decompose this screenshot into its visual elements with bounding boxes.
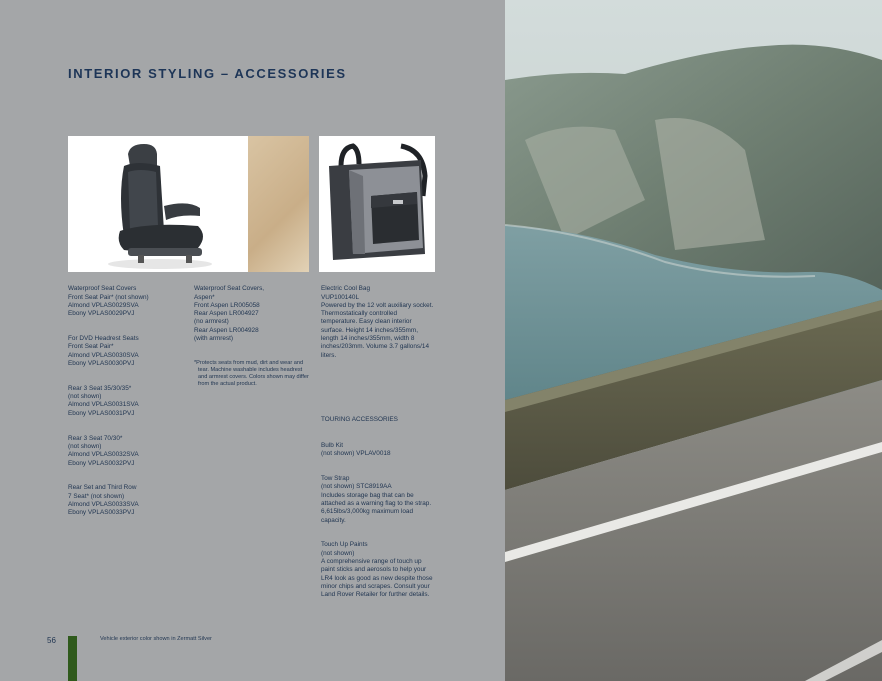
front-seat-pair-text: Waterproof Seat Covers Front Seat Pair* (not shown) Almond VPLAS0029SVA Ebony VPLAS0029PVJ — [68, 285, 149, 318]
cool-bag-text: Electric Cool Bag VUP100140L Powered by the 12 volt auxiliary socket. Thermostatically controlled temperature. Easy clean interior surface. Height 14 inches/355mm, length 14 inches/355mm, width 8 inches/203mm. Volume 3.7 gallons/14 liters. — [321, 285, 434, 359]
tow-strap-text: Tow Strap (not shown) STC8919AA Includes storage bag that can be attached as a warning flag to the strap. 6,615lbs/3,000kg maximum load capacity. — [321, 475, 432, 524]
photo-caption: Vehicle exterior color shown in Zermatt Silver — [100, 636, 212, 642]
cool-bag-photo — [319, 136, 435, 272]
coastal-road-photo — [505, 0, 882, 681]
aspen-leather-swatch — [248, 136, 309, 272]
aspen-covers-column — [194, 277, 309, 405]
rear-third-row-text: Rear Set and Third Row 7 Seat* (not shown) Almond VPLAS0033SVA Ebony VPLAS0033PVJ — [68, 484, 139, 517]
dvd-headrest-text: For DVD Headrest Seats Front Seat Pair* Almond VPLAS0030SVA Ebony VPLAS0030PVJ — [68, 335, 139, 367]
cool-bag-column — [321, 277, 435, 377]
accent-bar — [68, 636, 77, 681]
touring-accessories-heading: TOURING ACCESSORIES — [321, 416, 398, 424]
page-title: INTERIOR STYLING – ACCESSORIES — [68, 66, 347, 81]
seat-cover-footnote: *Protects seats from mud, dirt and wear and tear. Machine washable includes headrest and armrest covers. Colors shown may differ from the actual product. — [194, 359, 309, 387]
aspen-covers-text: Waterproof Seat Covers, Aspen* Front Aspen LR005058 Rear Aspen LR004927 (no armrest) Rear Aspen LR004928 (with armrest) — [194, 285, 265, 343]
seat-cover-photo — [68, 136, 248, 272]
touring-accessories-column — [321, 408, 435, 616]
bulb-kit-text: Bulb Kit (not shown) VPLAV0018 — [321, 441, 391, 458]
page-number: 56 — [47, 636, 56, 645]
touch-up-paints-text: Touch Up Paints (not shown) A comprehensive range of touch up paint sticks and aerosols to help your LR4 look as good as new despite those minor chips and scrapes. Consult your Land Rover Retailer for further details. — [321, 541, 433, 599]
seat-covers-column — [68, 277, 190, 534]
rear-35-30-35-text: Rear 3 Seat 35/30/35* (not shown) Almond VPLAS0031SVA Ebony VPLAS0031PVJ — [68, 384, 139, 417]
rear-70-30-text: Rear 3 Seat 70/30* (not shown) Almond VPLAS0032SVA Ebony VPLAS0032PVJ — [68, 434, 139, 467]
